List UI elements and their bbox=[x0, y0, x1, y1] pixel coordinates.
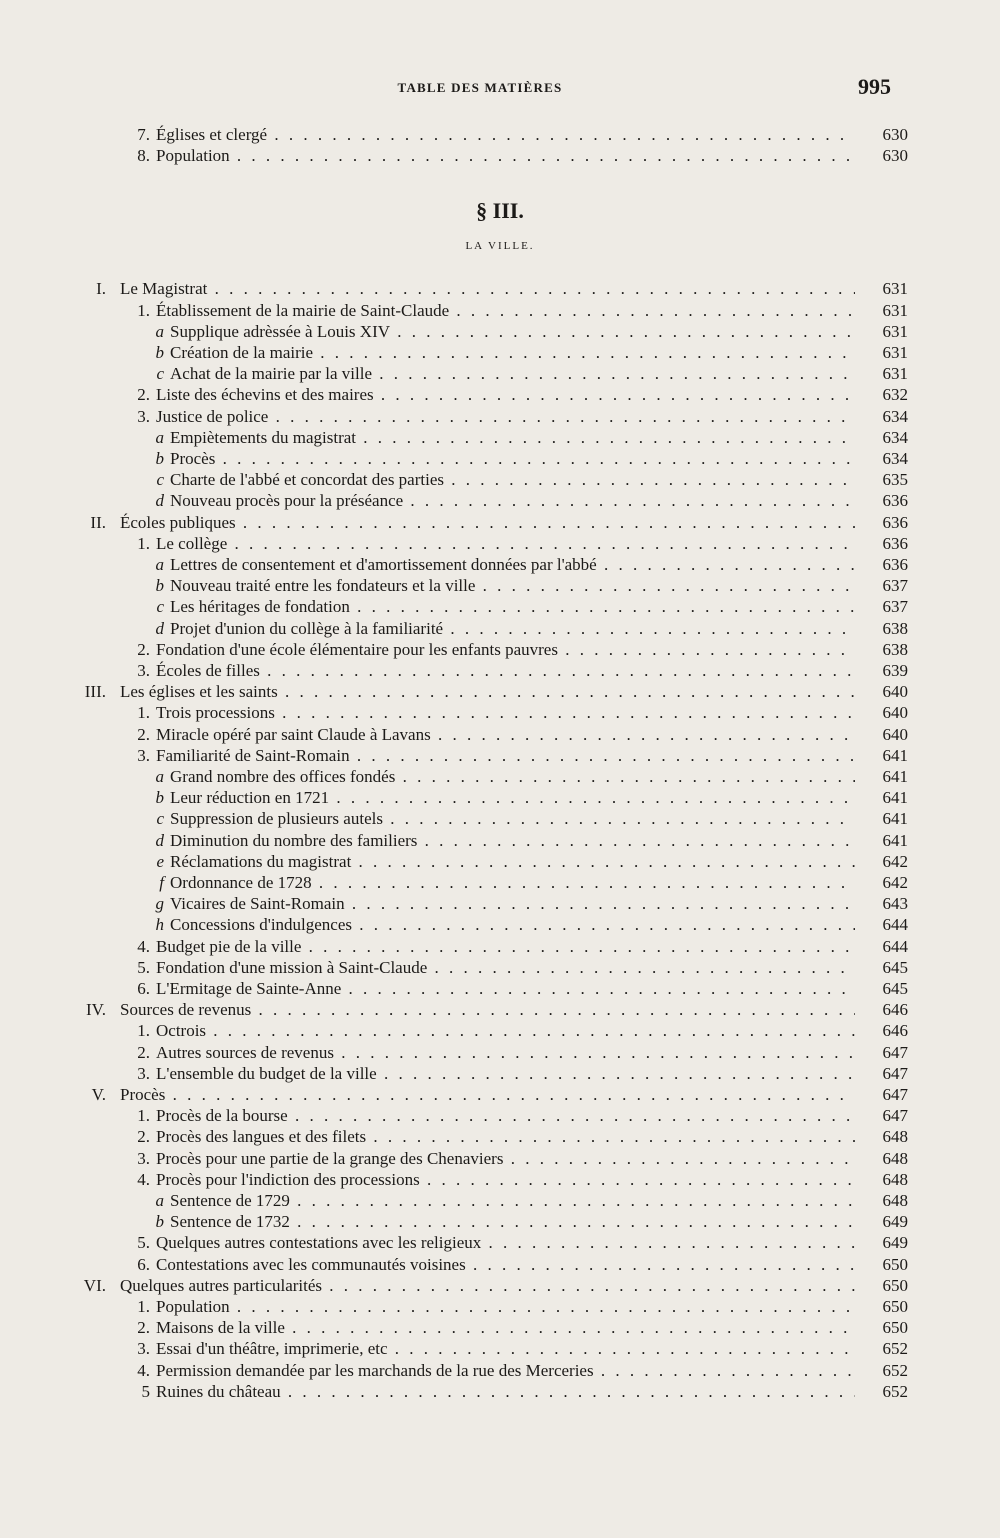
toc-entry-number: 2. bbox=[137, 385, 150, 404]
toc-entry bbox=[0, 1360, 1000, 1381]
toc-entry-page: 642 bbox=[882, 852, 908, 871]
toc-entry-label: Procès pour une partie de la grange des Chenaviers . . . bbox=[156, 1148, 855, 1169]
toc-entry bbox=[0, 1338, 1000, 1359]
toc-entry-label: Le Magistrat . . . bbox=[120, 278, 855, 299]
toc-entry-number: a bbox=[155, 555, 164, 574]
toc-entry bbox=[0, 893, 1000, 914]
toc-entry-label: Procès de la bourse . . . bbox=[156, 1105, 855, 1126]
toc-entry-page: 631 bbox=[882, 279, 908, 298]
toc-entry-page: 634 bbox=[882, 428, 908, 447]
toc-entry-label: Nouveau traité entre les fondateurs et la ville . . . bbox=[170, 575, 855, 596]
toc-entry bbox=[0, 914, 1000, 935]
toc-entry-label: Projet d'union du collège à la familiarité . . . bbox=[170, 618, 855, 639]
toc-entry-number: 4. bbox=[137, 1170, 150, 1189]
toc-entry-page: 636 bbox=[882, 491, 908, 510]
toc-entry-number: a bbox=[155, 767, 164, 786]
toc-entry bbox=[0, 1296, 1000, 1317]
toc-entry bbox=[0, 681, 1000, 702]
toc-entry-page: 637 bbox=[882, 576, 908, 595]
toc-entry bbox=[0, 957, 1000, 978]
toc-entry-page: 640 bbox=[882, 703, 908, 722]
toc-entry-page: 630 bbox=[882, 146, 908, 165]
toc-entry-number: a bbox=[155, 1191, 164, 1210]
toc-entry-page: 641 bbox=[882, 831, 908, 850]
toc-entry bbox=[0, 300, 1000, 321]
toc-entry bbox=[0, 1148, 1000, 1169]
toc-entry-number: 6. bbox=[137, 979, 150, 998]
toc-entry-label: Quelques autres particularités . . . bbox=[120, 1275, 855, 1296]
toc-entry-label: Autres sources de revenus . . . bbox=[156, 1042, 855, 1063]
toc-entry-label: Écoles de filles . . . bbox=[156, 660, 855, 681]
toc-entry-label: Églises et clergé . . . bbox=[156, 124, 855, 145]
section-title: § III. bbox=[476, 198, 524, 223]
toc-entry-label: Création de la mairie . . . bbox=[170, 342, 855, 363]
section-subtitle: LA VILLE. bbox=[465, 240, 535, 252]
toc-entry-page: 639 bbox=[882, 661, 908, 680]
toc-entry-number: b bbox=[155, 449, 164, 468]
toc-entry bbox=[0, 596, 1000, 617]
toc-entry-label: Fondation d'une mission à Saint-Claude . . . bbox=[156, 957, 855, 978]
toc-entry-number: b bbox=[155, 1212, 164, 1231]
toc-entry-number: 7. bbox=[137, 125, 150, 144]
toc-entry-number: 5. bbox=[137, 1233, 150, 1252]
toc-entry bbox=[0, 124, 1000, 145]
toc-entry-number: 3. bbox=[137, 1064, 150, 1083]
toc-entry-page: 631 bbox=[882, 322, 908, 341]
toc-entry-number: 3. bbox=[137, 661, 150, 680]
toc-entry-label: Concessions d'indulgences . . . bbox=[170, 914, 855, 935]
toc-entry-number: 3. bbox=[137, 1149, 150, 1168]
toc-entry-number: II. bbox=[90, 513, 106, 532]
toc-entry-page: 647 bbox=[882, 1064, 908, 1083]
toc-entry bbox=[0, 1169, 1000, 1190]
toc-entry-page: 648 bbox=[882, 1191, 908, 1210]
toc-entry-label: Empiètements du magistrat . . . bbox=[170, 427, 855, 448]
toc-entry-number: 4. bbox=[137, 1361, 150, 1380]
toc-entry-label: Sentence de 1729 . . . bbox=[170, 1190, 855, 1211]
toc-entry-label: Procès des langues et des filets . . . bbox=[156, 1126, 855, 1147]
toc-entry bbox=[0, 1042, 1000, 1063]
toc-entry-page: 648 bbox=[882, 1170, 908, 1189]
toc-entry-label: Les églises et les saints . . . bbox=[120, 681, 855, 702]
toc-entry-page: 650 bbox=[882, 1297, 908, 1316]
toc-entry-number: 1. bbox=[137, 1106, 150, 1125]
toc-entry-page: 640 bbox=[882, 682, 908, 701]
toc-entry bbox=[0, 851, 1000, 872]
toc-entry-number: 2. bbox=[137, 640, 150, 659]
toc-entry-label: Suppression de plusieurs autels . . . bbox=[170, 808, 855, 829]
toc-entry-page: 650 bbox=[882, 1276, 908, 1295]
toc-entry-label: Supplique adrèssée à Louis XIV . . . bbox=[170, 321, 855, 342]
toc-entry-page: 632 bbox=[882, 385, 908, 404]
toc-entry bbox=[0, 1317, 1000, 1338]
toc-entry-page: 640 bbox=[882, 725, 908, 744]
toc-entry-page: 650 bbox=[882, 1255, 908, 1274]
toc-entry bbox=[0, 1254, 1000, 1275]
toc-entry-page: 636 bbox=[882, 534, 908, 553]
toc-entry-number: a bbox=[155, 428, 164, 447]
toc-entry bbox=[0, 936, 1000, 957]
toc-entry-label: Familiarité de Saint-Romain . . . bbox=[156, 745, 855, 766]
toc-entry-number: b bbox=[155, 576, 164, 595]
toc-entry-page: 652 bbox=[882, 1382, 908, 1401]
toc-entry bbox=[0, 145, 1000, 166]
toc-entry bbox=[0, 490, 1000, 511]
toc-entry-number: III. bbox=[84, 682, 106, 701]
toc-entry-label: Population . . . bbox=[156, 145, 855, 166]
toc-entry-number: 3. bbox=[137, 746, 150, 765]
toc-entry bbox=[0, 766, 1000, 787]
toc-entry-label: Quelques autres contestations avec les religieux . . . bbox=[156, 1232, 855, 1253]
toc-entry-page: 646 bbox=[882, 1021, 908, 1040]
toc-entry-number: f bbox=[159, 873, 164, 892]
toc-entry-page: 652 bbox=[882, 1339, 908, 1358]
toc-entry-label: Population . . . bbox=[156, 1296, 855, 1317]
toc-entry bbox=[0, 469, 1000, 490]
toc-entry-number: d bbox=[155, 831, 164, 850]
toc-entry-number: d bbox=[155, 619, 164, 638]
toc-entry-label: Établissement de la mairie de Saint-Claude . . . bbox=[156, 300, 855, 321]
toc-entry-number: d bbox=[155, 491, 164, 510]
toc-entry-label: Leur réduction en 1721 . . . bbox=[170, 787, 855, 808]
toc-entry-label: Octrois . . . bbox=[156, 1020, 855, 1041]
toc-entry-number: 1. bbox=[137, 703, 150, 722]
toc-entry-page: 634 bbox=[882, 449, 908, 468]
toc-entry-label: Fondation d'une école élémentaire pour les enfants pauvres . . . bbox=[156, 639, 855, 660]
toc-entry-page: 652 bbox=[882, 1361, 908, 1380]
toc-entry-page: 646 bbox=[882, 1000, 908, 1019]
toc-entry-label: Liste des échevins et des maires . . . bbox=[156, 384, 855, 405]
toc-entry bbox=[0, 1063, 1000, 1084]
toc-entry-page: 648 bbox=[882, 1149, 908, 1168]
toc-entry-page: 642 bbox=[882, 873, 908, 892]
toc-entry bbox=[0, 1232, 1000, 1253]
toc-entry bbox=[0, 384, 1000, 405]
toc-entry-number: 1. bbox=[137, 1021, 150, 1040]
toc-entry-label: Grand nombre des offices fondés . . . bbox=[170, 766, 855, 787]
toc-entry-number: 1. bbox=[137, 1297, 150, 1316]
toc-entry bbox=[0, 787, 1000, 808]
toc-entry-label: L'Ermitage de Sainte-Anne . . . bbox=[156, 978, 855, 999]
toc-entry-label: Achat de la mairie par la ville . . . bbox=[170, 363, 855, 384]
toc-entry bbox=[0, 1084, 1000, 1105]
toc-entry bbox=[0, 872, 1000, 893]
toc-entry-page: 631 bbox=[882, 343, 908, 362]
toc-entry-label: Les héritages de fondation . . . bbox=[170, 596, 855, 617]
toc-entry bbox=[0, 1126, 1000, 1147]
toc-entry-number: 2. bbox=[137, 1043, 150, 1062]
toc-entry-page: 645 bbox=[882, 958, 908, 977]
toc-entry-number: 8. bbox=[137, 146, 150, 165]
toc-entry-label: Procès . . . bbox=[170, 448, 855, 469]
toc-entry bbox=[0, 999, 1000, 1020]
toc-entry-number: e bbox=[156, 852, 164, 871]
toc-entry-page: 641 bbox=[882, 788, 908, 807]
toc-entry-label: Nouveau procès pour la préséance . . . bbox=[170, 490, 855, 511]
toc-entry-label: Budget pie de la ville . . . bbox=[156, 936, 855, 957]
toc-entry-number: 3. bbox=[137, 407, 150, 426]
toc-entry bbox=[0, 1381, 1000, 1402]
toc-entry bbox=[0, 342, 1000, 363]
toc-entry-label: Le collège . . . bbox=[156, 533, 855, 554]
toc-entry-page: 641 bbox=[882, 767, 908, 786]
toc-entry-page: 647 bbox=[882, 1106, 908, 1125]
toc-entry bbox=[0, 618, 1000, 639]
toc-entry-number: 1. bbox=[137, 301, 150, 320]
toc-entry-label: Vicaires de Saint-Romain . . . bbox=[170, 893, 855, 914]
toc-entry-label: Maisons de la ville . . . bbox=[156, 1317, 855, 1338]
toc-entry-page: 650 bbox=[882, 1318, 908, 1337]
toc-entry-page: 636 bbox=[882, 513, 908, 532]
toc-entry-page: 636 bbox=[882, 555, 908, 574]
toc-entry-number: g bbox=[155, 894, 164, 913]
page-number: 995 bbox=[858, 74, 891, 99]
toc-entry-number: 6. bbox=[137, 1255, 150, 1274]
toc-entry-label: Réclamations du magistrat . . . bbox=[170, 851, 855, 872]
toc-entry-page: 649 bbox=[882, 1212, 908, 1231]
toc-entry-number: 5. bbox=[137, 958, 150, 977]
toc-entry-number: 2. bbox=[137, 1318, 150, 1337]
toc-entry-label: Procès . . . bbox=[120, 1084, 855, 1105]
toc-entry-label: Sentence de 1732 . . . bbox=[170, 1211, 855, 1232]
toc-entry-number: 2. bbox=[137, 725, 150, 744]
toc-entry bbox=[0, 978, 1000, 999]
toc-entry-label: Procès pour l'indiction des processions . . . bbox=[156, 1169, 855, 1190]
toc-entry-page: 635 bbox=[882, 470, 908, 489]
toc-entry-page: 644 bbox=[882, 937, 908, 956]
toc-entry-number: c bbox=[156, 470, 164, 489]
toc-entry-page: 637 bbox=[882, 597, 908, 616]
toc-entry-number: I. bbox=[96, 279, 106, 298]
toc-entry bbox=[0, 808, 1000, 829]
toc-entry bbox=[0, 660, 1000, 681]
toc-entry-number: c bbox=[156, 364, 164, 383]
toc-entry bbox=[0, 278, 1000, 299]
toc-entry-label: Justice de police . . . bbox=[156, 406, 855, 427]
toc-entry bbox=[0, 639, 1000, 660]
toc-entry bbox=[0, 406, 1000, 427]
toc-entry bbox=[0, 1211, 1000, 1232]
toc-entry bbox=[0, 702, 1000, 723]
toc-entry-label: Ruines du château . . . bbox=[156, 1381, 855, 1402]
toc-entry-page: 643 bbox=[882, 894, 908, 913]
toc-entry-number: c bbox=[156, 597, 164, 616]
toc-entry-page: 648 bbox=[882, 1127, 908, 1146]
toc-entry-page: 645 bbox=[882, 979, 908, 998]
toc-entry-page: 638 bbox=[882, 619, 908, 638]
toc-entry-number: 3. bbox=[137, 1339, 150, 1358]
toc-entry bbox=[0, 1275, 1000, 1296]
toc-entry-label: Miracle opéré par saint Claude à Lavans . . . bbox=[156, 724, 855, 745]
toc-entry-label: Lettres de consentement et d'amortissement données par l'abbé . . . bbox=[170, 554, 855, 575]
toc-entry-label: Diminution du nombre des familiers . . . bbox=[170, 830, 855, 851]
toc-entry-label: L'ensemble du budget de la ville . . . bbox=[156, 1063, 855, 1084]
running-header bbox=[0, 74, 1000, 104]
toc-entry-number: h bbox=[155, 915, 164, 934]
toc-entry bbox=[0, 830, 1000, 851]
toc-entry-number: b bbox=[155, 788, 164, 807]
running-title: TABLE DES MATIÈRES bbox=[397, 80, 563, 95]
toc-entry-number: V. bbox=[91, 1085, 106, 1104]
toc-entry-page: 638 bbox=[882, 640, 908, 659]
toc-entry-page: 647 bbox=[882, 1085, 908, 1104]
toc-entry-label: Essai d'un théâtre, imprimerie, etc . . . bbox=[156, 1338, 855, 1359]
toc-entry-number: b bbox=[155, 343, 164, 362]
toc-entry-number: c bbox=[156, 809, 164, 828]
toc-entry-page: 641 bbox=[882, 746, 908, 765]
toc-entry-page: 630 bbox=[882, 125, 908, 144]
toc-entry bbox=[0, 554, 1000, 575]
toc-entry bbox=[0, 363, 1000, 384]
toc-entry-label: Écoles publiques . . . bbox=[120, 512, 855, 533]
toc-entry bbox=[0, 321, 1000, 342]
toc-entry-page: 631 bbox=[882, 301, 908, 320]
toc-entry-label: Charte de l'abbé et concordat des parties . . . bbox=[170, 469, 855, 490]
toc-entry-label: Permission demandée par les marchands de la rue des Merceries . . . bbox=[156, 1360, 855, 1381]
toc-entry bbox=[0, 724, 1000, 745]
toc-entry-number: 1. bbox=[137, 534, 150, 553]
toc-entry-number: a bbox=[155, 322, 164, 341]
toc-entry-label: Ordonnance de 1728 . . . bbox=[170, 872, 855, 893]
toc-entry-number: 2. bbox=[137, 1127, 150, 1146]
toc-entry bbox=[0, 1190, 1000, 1211]
toc-entry bbox=[0, 745, 1000, 766]
toc-entry-number: IV. bbox=[86, 1000, 106, 1019]
toc-entry bbox=[0, 533, 1000, 554]
toc-entry-page: 641 bbox=[882, 809, 908, 828]
toc-entry bbox=[0, 1020, 1000, 1041]
toc-entry bbox=[0, 1105, 1000, 1126]
toc-entry-number: VI. bbox=[83, 1276, 106, 1295]
toc-entry-page: 649 bbox=[882, 1233, 908, 1252]
toc-entry-label: Sources de revenus . . . bbox=[120, 999, 855, 1020]
toc-entry-label: Trois processions . . . bbox=[156, 702, 855, 723]
toc-entry-page: 631 bbox=[882, 364, 908, 383]
toc-entry-page: 644 bbox=[882, 915, 908, 934]
toc-entry-page: 647 bbox=[882, 1043, 908, 1062]
toc-entry bbox=[0, 512, 1000, 533]
toc-entry-number: 4. bbox=[137, 937, 150, 956]
toc-entry-label: Contestations avec les communautés voisines . . . bbox=[156, 1254, 855, 1275]
toc-entry-page: 634 bbox=[882, 407, 908, 426]
toc-entry bbox=[0, 448, 1000, 469]
toc-entry-number: 5 bbox=[141, 1382, 150, 1401]
toc-entry bbox=[0, 427, 1000, 448]
toc-entry bbox=[0, 575, 1000, 596]
